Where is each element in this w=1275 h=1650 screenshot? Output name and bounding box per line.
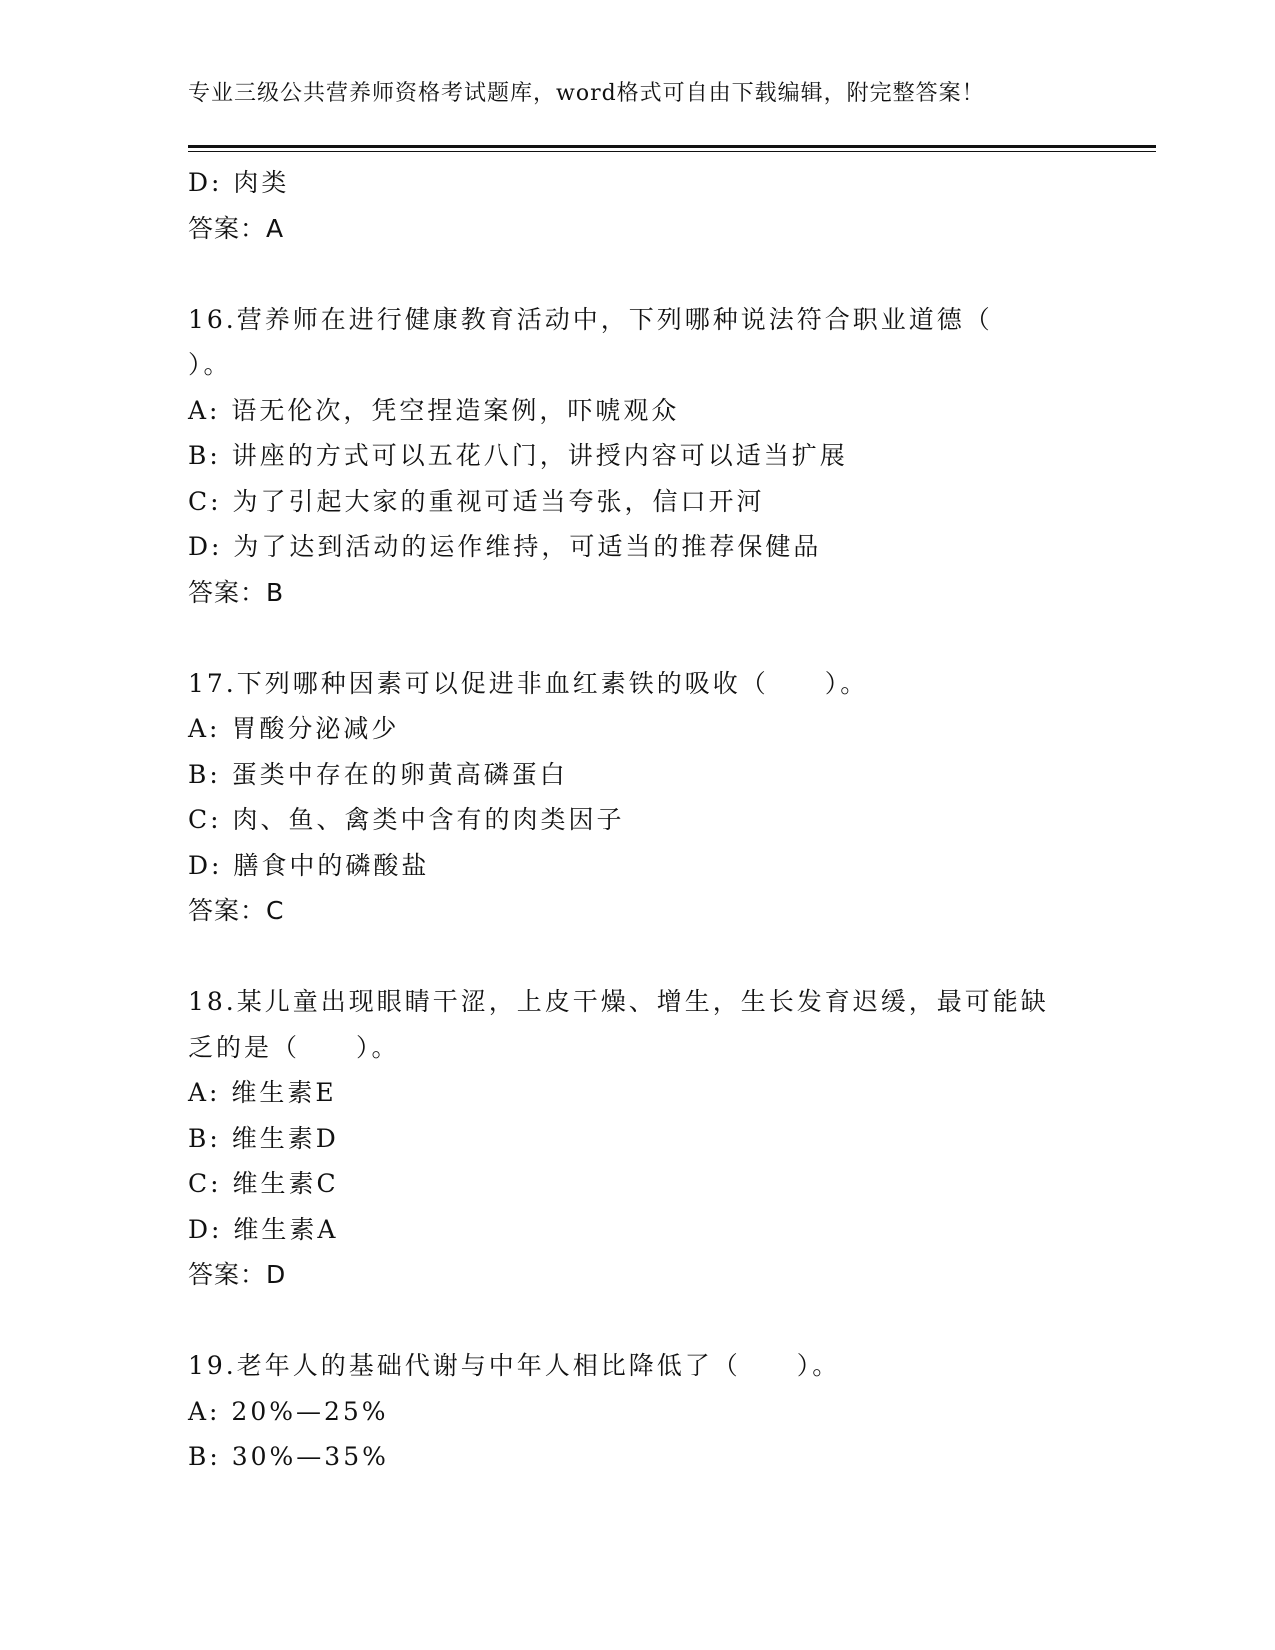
answer-line: 答案：C	[188, 896, 285, 925]
question-17	[188, 661, 1088, 934]
page-header-text: 专业三级公共营养师资格考试题库，word格式可自由下载编辑，附完整答案！	[188, 81, 985, 106]
option-c: C: 维生素C	[188, 1169, 339, 1198]
option-b: B: 蛋类中存在的卵黄高磷蛋白	[188, 759, 568, 789]
answer-line: 答案：D	[188, 1260, 287, 1289]
question-19	[188, 1343, 1088, 1480]
option-d: D: 肉类	[188, 168, 290, 197]
option-b: B: 维生素D	[188, 1123, 339, 1153]
option-b: B: 讲座的方式可以五花八门，讲授内容可以适当扩展	[188, 441, 848, 470]
option-c: C: 肉、鱼、禽类中含有的肉类因子	[188, 805, 625, 834]
option-c: C: 为了引起大家的重视可适当夸张，信口开河	[188, 486, 765, 516]
question-stem: 18.某儿童出现眼睛干涩，上皮干燥、增生，生长发育迟缓，最可能缺	[188, 987, 1049, 1016]
spacer	[188, 1298, 1088, 1344]
header-divider	[188, 145, 1156, 152]
option-d: D: 膳食中的磷酸盐	[188, 850, 430, 880]
option-a: A: 胃酸分泌减少	[188, 714, 400, 743]
option-d: D: 为了达到活动的运作维持，可适当的推荐保健品	[188, 532, 822, 561]
option-a: A: 20%—25%	[188, 1396, 389, 1426]
question-16	[188, 297, 1088, 616]
option-a: A: 语无伦次，凭空捏造案例，吓唬观众	[188, 395, 680, 425]
question-stem: 16.营养师在进行健康教育活动中，下列哪种说法符合职业道德（	[188, 304, 993, 334]
option-b: B: 30%—35%	[188, 1442, 389, 1471]
option-d: D: 维生素A	[188, 1214, 339, 1244]
question-stem: 19.老年人的基础代谢与中年人相比降低了（ ）。	[188, 1351, 841, 1380]
spacer	[188, 615, 1088, 661]
document-body	[188, 160, 1088, 1480]
spacer	[188, 934, 1088, 980]
answer-line: 答案：A	[188, 213, 285, 243]
answer-line: 答案：B	[188, 577, 285, 607]
question-stem: 17.下列哪种因素可以促进非血红素铁的吸收（ ）。	[188, 668, 869, 698]
question-stem-continued: 乏的是（ ）。	[188, 1032, 400, 1062]
spacer	[188, 251, 1088, 297]
question-stem-continued: ）。	[188, 350, 232, 379]
option-a: A: 维生素E	[188, 1078, 337, 1107]
question-18	[188, 979, 1088, 1298]
